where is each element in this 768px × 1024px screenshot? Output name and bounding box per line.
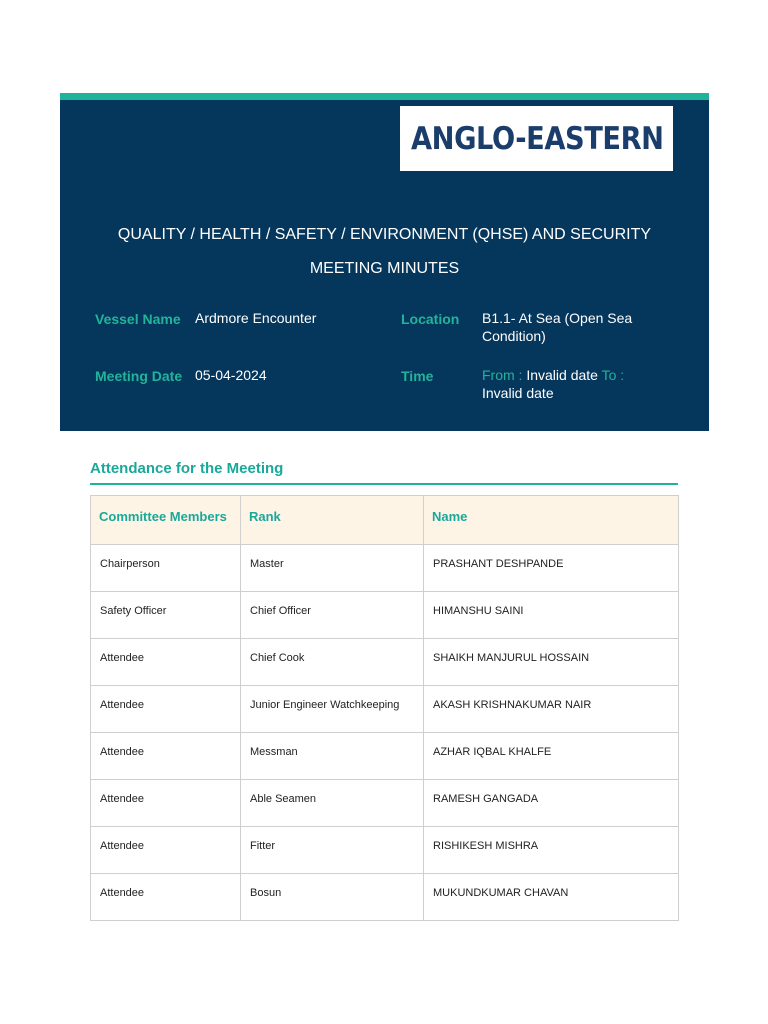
name-cell: HIMANSHU SAINI [424,592,679,639]
time-value [482,366,624,402]
committee-member-cell: Safety Officer [91,592,241,639]
document-subtitle: MEETING MINUTES [309,260,460,277]
location-value [482,309,632,345]
table-row [91,780,679,827]
table-row [91,639,679,686]
name-cell: PRASHANT DESHPANDE [424,545,679,592]
rank-cell: Junior Engineer Watchkeeping [241,686,424,733]
name-cell: SHAIKH MANJURUL HOSSAIN [424,639,679,686]
location-line-1: B1.1- At Sea (Open Sea [482,310,633,326]
rank-cell: Master [241,545,424,592]
committee-member-cell: Attendee [91,686,241,733]
rank-cell: Chief Officer [241,592,424,639]
from-label: From : [482,367,523,383]
column-header-committee-members: Committee Members [91,496,241,545]
name-cell: RAMESH GANGADA [424,780,679,827]
table-header-row [91,496,679,545]
time-label: Time [401,368,434,384]
attendance-section-title: Attendance for the Meeting [90,460,284,477]
meeting-date-label: Meeting Date [95,368,183,384]
column-header-name: Name [424,496,679,545]
committee-member-cell: Attendee [91,733,241,780]
rank-cell: Messman [241,733,424,780]
committee-member-cell: Chairperson [91,545,241,592]
table-row [91,686,679,733]
location-line-2: Condition) [482,328,546,344]
committee-member-cell: Attendee [91,827,241,874]
name-cell: AZHAR IQBAL KHALFE [424,733,679,780]
table-row [91,592,679,639]
logo-wordmark: ANGLO-EASTERN [411,120,664,157]
to-value: Invalid date [482,385,554,401]
column-header-rank: Rank [241,496,424,545]
document-title: QUALITY / HEALTH / SAFETY / ENVIRONMENT (QHSE) AND SECURITY [117,226,652,243]
name-cell: RISHIKESH MISHRA [424,827,679,874]
to-label: To : [601,367,625,383]
rank-cell: Able Seamen [241,780,424,827]
section-divider [90,483,678,485]
committee-member-cell: Attendee [91,874,241,921]
company-logo [400,106,673,171]
vessel-name-label: Vessel Name [95,311,181,327]
committee-member-cell: Attendee [91,780,241,827]
rank-cell: Chief Cook [241,639,424,686]
document-header [60,93,709,431]
name-cell: MUKUNDKUMAR CHAVAN [424,874,679,921]
rank-cell: Bosun [241,874,424,921]
meeting-date-value: 05-04-2024 [195,367,267,383]
table-row [91,827,679,874]
table-row [91,874,679,921]
vessel-name-value: Ardmore Encounter [195,310,317,326]
name-cell: AKASH KRISHNAKUMAR NAIR [424,686,679,733]
table-row [91,733,679,780]
location-label: Location [401,311,460,327]
committee-member-cell: Attendee [91,639,241,686]
table-row [91,545,679,592]
from-value: Invalid date [526,367,598,383]
attendance-table [90,495,679,921]
rank-cell: Fitter [241,827,424,874]
